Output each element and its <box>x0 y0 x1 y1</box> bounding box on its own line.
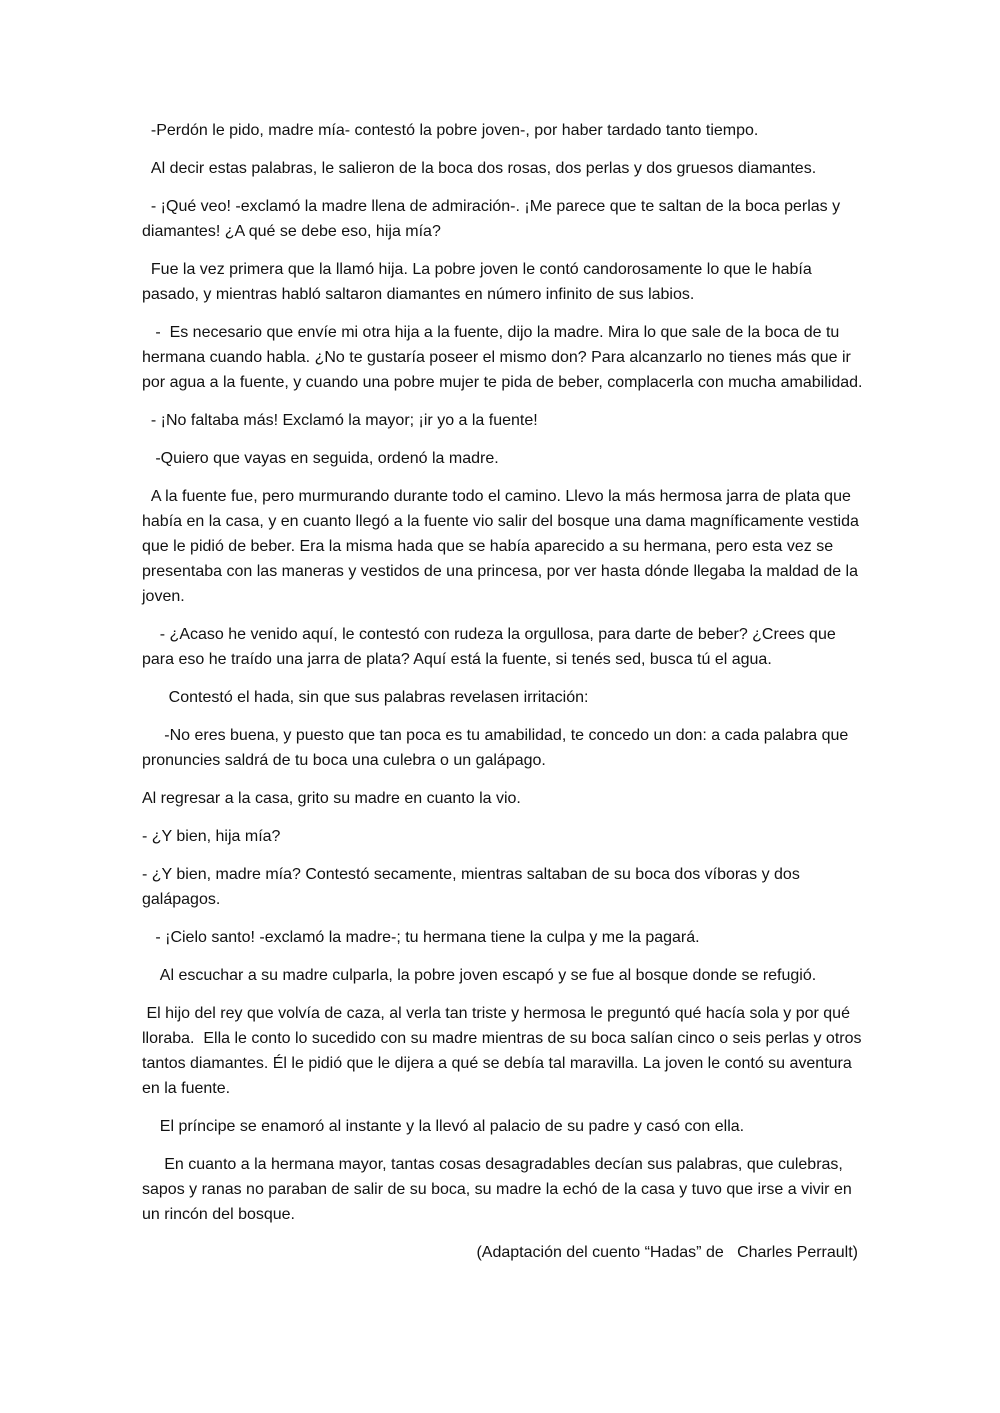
paragraph: El príncipe se enamoró al instante y la llevó al palacio de su padre y casó con ella. <box>142 1118 745 1135</box>
paragraph: Al regresar a la casa, grito su madre en cuanto la vio. <box>142 790 521 807</box>
paragraph: -Quiero que vayas en seguida, ordenó la madre. <box>142 450 499 467</box>
paragraph: -No eres buena, y puesto que tan poca es tu amabilidad, te concedo un don: a cada palabra que pronuncies saldrá de tu boca una culebra o un galápago. <box>142 727 853 769</box>
paragraph: - ¡No faltaba más! Exclamó la mayor; ¡ir yo a la fuente! <box>142 412 538 429</box>
paragraph: - ¿Y bien, madre mía? Contestó secamente, mientras saltaban de su boca dos víboras y dos galápagos. <box>142 866 805 908</box>
paragraph: Contestó el hada, sin que sus palabras revelasen irritación: <box>142 689 589 706</box>
paragraph: En cuanto a la hermana mayor, tantas cosas desagradables decían sus palabras, que culebras, sapos y ranas no paraban de salir de su boca, su madre la echó de la casa y tuvo que irse a vivir en un rincón del bosque. <box>142 1156 857 1223</box>
story-text <box>142 118 864 1278</box>
paragraph: A la fuente fue, pero murmurando durante todo el camino. Llevo la más hermosa jarra de plata que había en la casa, y en cuanto llegó a la fuente vio salir del bosque una dama magníficamente vestida que le pidió de beber. Era la misma hada que se había aparecido a su hermana, pero esta vez se presentaba con las maneras y vestidos de una princesa, por ver hasta dónde llegaba la maldad de la joven. <box>142 488 864 605</box>
attribution: (Adaptación del cuento “Hadas” de Charles Perrault) <box>476 1244 858 1261</box>
paragraph: Al decir estas palabras, le salieron de la boca dos rosas, dos perlas y dos gruesos diamantes. <box>142 160 817 177</box>
paragraph: Al escuchar a su madre culparla, la pobre joven escapó y se fue al bosque donde se refugió. <box>142 967 817 984</box>
paragraph: - ¡Cielo santo! -exclamó la madre-; tu hermana tiene la culpa y me la pagará. <box>142 929 700 946</box>
paragraph: - ¿Y bien, hija mía? <box>142 828 281 845</box>
paragraph: - ¡Qué veo! -exclamó la madre llena de admiración-. ¡Me parece que te saltan de la boca perlas y diamantes! ¿A qué se debe eso, hija mía? <box>142 198 845 240</box>
paragraph: - ¿Acaso he venido aquí, le contestó con rudeza la orgullosa, para darte de beber? ¿Crees que para eso he traído una jarra de plata? Aquí está la fuente, si tenés sed, busca tú el agua. <box>142 626 841 668</box>
paragraph: - Es necesario que envíe mi otra hija a la fuente, dijo la madre. Mira lo que sale de la boca de tu hermana cuando habla. ¿No te gustaría poseer el mismo don? Para alcanzarlo no tienes más que ir por agua a la fuente, y cuando una pobre mujer te pida de beber, complacerla con mucha amabilidad. <box>142 324 863 391</box>
paragraph: -Perdón le pido, madre mía- contestó la pobre joven-, por haber tardado tanto tiempo. <box>142 122 759 139</box>
paragraph: El hijo del rey que volvía de caza, al verla tan triste y hermosa le preguntó qué hacía sola y por qué lloraba. Ella le conto lo sucedido con su madre mientras de su boca salían cinco o seis perlas y otros tantos diamantes. Él le pidió que le dijera a qué se debía tal maravilla. La joven le contó su aventura en la fuente. <box>142 1005 866 1097</box>
paragraph: Fue la vez primera que la llamó hija. La pobre joven le contó candorosamente lo que le había pasado, y mientras habló saltaron diamantes en número infinito de sus labios. <box>142 261 817 303</box>
